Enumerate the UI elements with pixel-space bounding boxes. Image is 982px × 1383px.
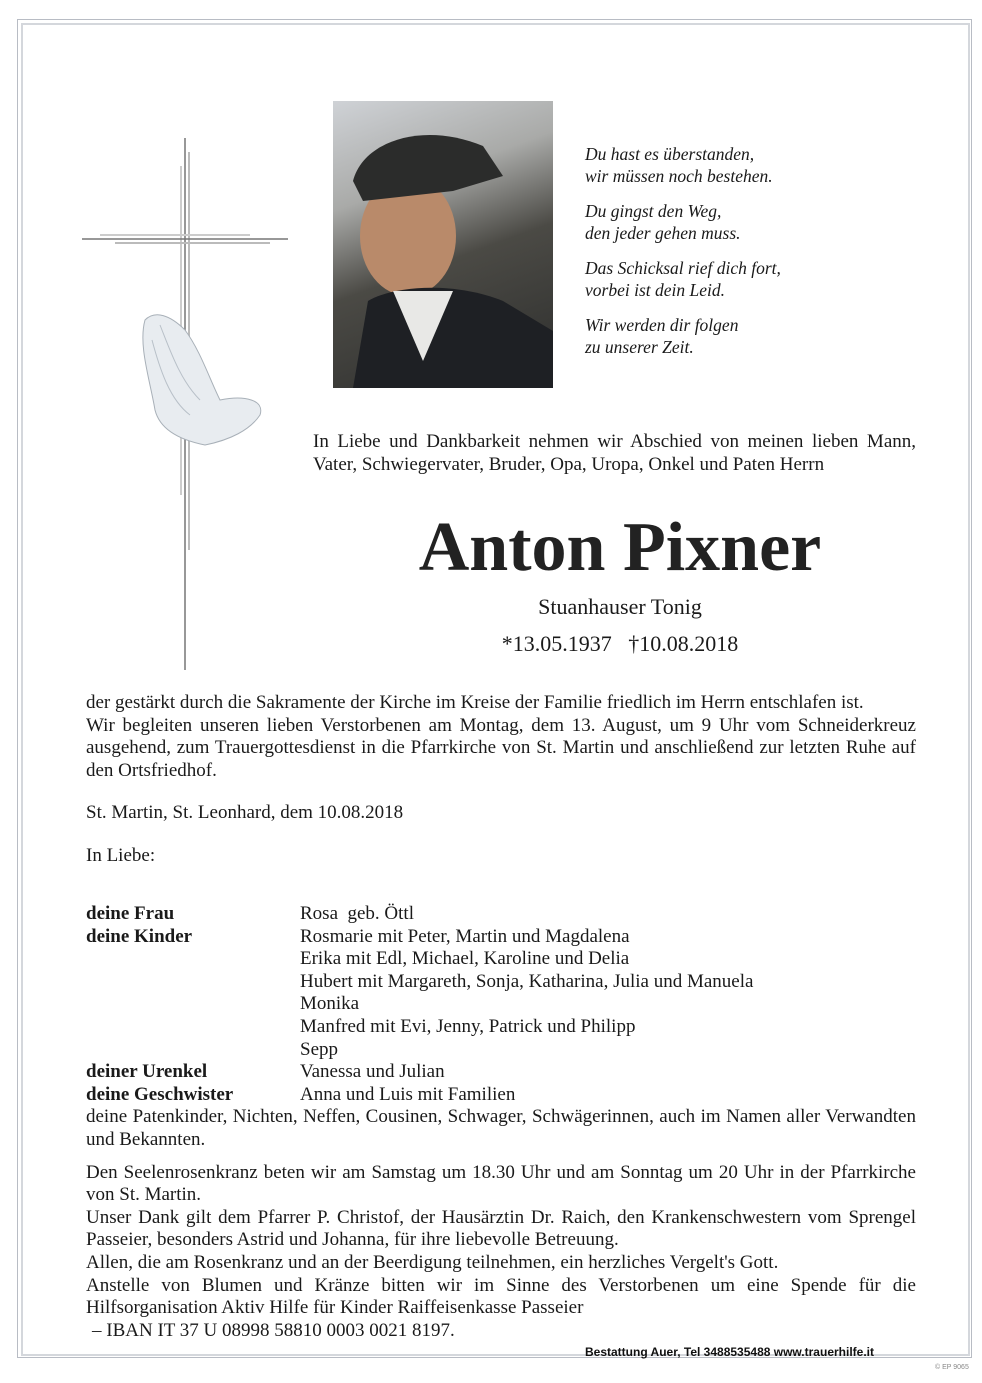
closing-para-4: Anstelle von Blumen und Kränze bitten wir im Sinne des Verstorbenen um eine Spende für die Hilfsorganisation Aktiv Hilfe für Kinder Raiffeisenkasse Passeier <box>86 1274 916 1319</box>
poem-stanza-2 <box>585 200 781 244</box>
family-label: deiner Urenkel <box>86 1061 208 1083</box>
relatives-text: deine Patenkinder, Nichten, Neffen, Cousinen, Schwager, Schwägerinnen, auch im Namen aller Verwandten und Bekannten. <box>86 1106 916 1150</box>
family-label: deine Geschwister <box>86 1083 234 1105</box>
cross-with-praying-hands-icon <box>60 80 320 700</box>
family-row <box>86 1084 916 1107</box>
poem-line: den jeder gehen muss. <box>585 223 741 243</box>
iban: – IBAN IT 37 U 08998 58810 0003 0021 8197. <box>92 1319 455 1341</box>
poem-stanza-3 <box>585 257 781 301</box>
family-list <box>86 903 916 1342</box>
closing-para-3: Allen, die am Rosenkranz und an der Beerdigung teilnehmen, ein herzliches Vergelt's Gott. <box>86 1251 779 1273</box>
deceased-name: Anton Pixner <box>418 509 822 586</box>
family-label: deine Kinder <box>86 925 193 947</box>
poem-line: Du hast es überstanden, <box>585 144 755 164</box>
family-row <box>86 903 916 926</box>
family-value: Erika mit Edl, Michael, Karoline und Delia <box>300 948 630 970</box>
closing-para-1: Den Seelenrosenkranz beten wir am Samstag um 18.30 Uhr und am Sonntag um 20 Uhr in der Pfarrkirche von St. Martin. <box>86 1161 916 1206</box>
family-value: Rosa geb. Öttl <box>300 903 414 924</box>
funeral-home-footer: Bestattung Auer, Tel 3488535488 www.trauerhilfe.it <box>585 1345 874 1359</box>
family-value: Hubert mit Margareth, Sonja, Katharina, Julia und Manuela <box>300 970 754 992</box>
family-label: deine Frau <box>86 903 175 924</box>
portrait-figure-icon <box>333 101 553 388</box>
poem-line: Du gingst den Weg, <box>585 201 722 221</box>
family-row <box>86 1061 916 1084</box>
intro-text: In Liebe und Dankbarkeit nehmen wir Abschied von meinen lieben Mann, Vater, Schwiegervater, Bruder, Opa, Uropa, Onkel und Paten Herrn <box>313 431 916 475</box>
poem-line: wir müssen noch bestehen. <box>585 166 773 186</box>
nickname: Stuanhauser Tonig <box>538 594 702 619</box>
poem-stanza-1 <box>585 143 781 187</box>
life-dates: *13.05.1937 †10.08.2018 <box>501 631 739 656</box>
family-row <box>86 926 916 1062</box>
announcement-para-2: Wir begleiten unseren lieben Verstorbenen am Montag, dem 13. August, um 9 Uhr vom Schneiderkreuz ausgehend, zum Trauergottesdienst in die Pfarrkirche von St. Martin und anschließend zur letzten Ruhe auf den Ortsfriedhof. <box>86 714 916 781</box>
family-value: Sepp <box>300 1038 338 1060</box>
poem-line: Das Schicksal rief dich fort, <box>585 258 781 278</box>
family-value: Vanessa und Julian <box>300 1061 445 1083</box>
poem-line: Wir werden dir folgen <box>585 315 739 335</box>
closing-para-2: Unser Dank gilt dem Pfarrer P. Christof, der Hausärztin Dr. Raich, den Krankenschwestern vom Sprengel Passeier, besonders Astrid und Johanna, für ihre liebevolle Betreuung. <box>86 1206 916 1251</box>
announcement <box>86 692 916 868</box>
family-value: Anna und Luis mit Familien <box>300 1083 516 1105</box>
poem-stanza-4 <box>585 314 781 358</box>
template-code: © EP 9065 <box>935 1364 969 1371</box>
portrait-photo <box>333 101 553 388</box>
poem-line: vorbei ist dein Leid. <box>585 280 725 300</box>
in-liebe-label: In Liebe: <box>86 844 156 866</box>
family-value: Rosmarie mit Peter, Martin und Magdalena <box>300 925 630 947</box>
family-value: Monika <box>300 993 360 1015</box>
poem-line: zu unserer Zeit. <box>585 337 694 357</box>
poem <box>585 143 781 371</box>
place-date: St. Martin, St. Leonhard, dem 10.08.2018 <box>86 802 404 824</box>
family-value: Manfred mit Evi, Jenny, Patrick und Philipp <box>300 1015 636 1037</box>
announcement-para-1: der gestärkt durch die Sakramente der Kirche im Kreise der Familie friedlich im Herrn entschlafen ist. <box>86 692 864 713</box>
